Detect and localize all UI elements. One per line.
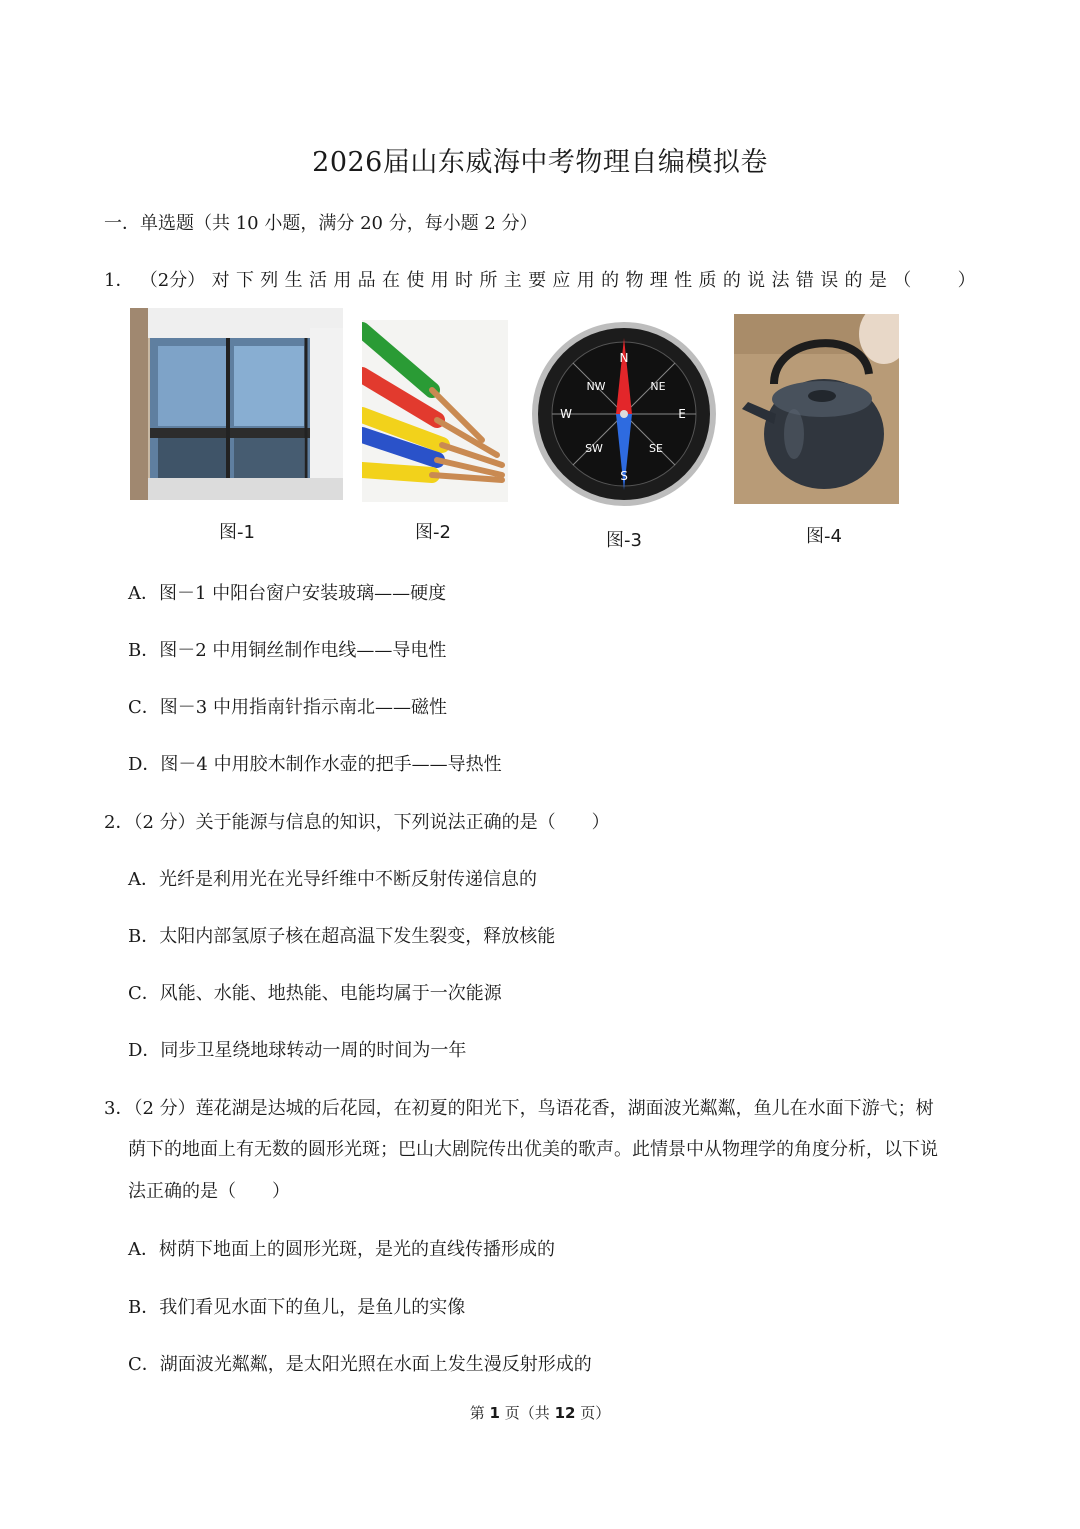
compass-label-sw: SW — [585, 442, 603, 455]
figure-1-caption: 图-1 — [219, 522, 255, 543]
q1-option-a: A．图－1 中阳台窗户安装玻璃——硬度 — [128, 583, 447, 604]
compass-label-e: E — [678, 407, 686, 421]
compass-label-n: N — [619, 351, 629, 365]
page-footer: 第 1 页（共 12 页） — [469, 1404, 611, 1422]
section-heading: 一．单选题（共 10 小题，满分 20 分，每小题 2 分） — [104, 213, 538, 234]
q2-option-a: A．光纤是利用光在光导纤维中不断反射传递信息的 — [128, 869, 537, 890]
question-3-stem-line-2: 荫下的地面上有无数的圆形光斑；巴山大剧院传出优美的歌声。此情景中从物理学的角度分析，以下说 — [128, 1139, 938, 1160]
q3-option-a: A．树荫下地面上的圆形光斑，是光的直线传播形成的 — [128, 1239, 555, 1260]
q1-option-c: C．图－3 中用指南针指示南北——磁性 — [128, 697, 447, 718]
question-2-stem: 2．（2 分）关于能源与信息的知识，下列说法正确的是（ ） — [104, 812, 610, 833]
figure-4-kettle-image — [734, 314, 899, 504]
figure-1-balcony-image — [130, 308, 343, 500]
q1-option-b: B．图－2 中用铜丝制作电线——导电性 — [128, 640, 447, 661]
exam-title: 2026届山东威海中考物理自编模拟卷 — [312, 147, 768, 178]
question-3-stem-line-1: 3．（2 分）莲花湖是达城的后花园，在初夏的阳光下，鸟语花香，湖面波光粼粼，鱼儿在水面下游弋；树 — [104, 1098, 934, 1119]
q2-option-b: B．太阳内部氢原子核在超高温下发生裂变，释放核能 — [128, 926, 556, 947]
q2-option-d: D．同步卫星绕地球转动一周的时间为一年 — [128, 1040, 467, 1061]
figure-3-compass-image — [530, 320, 718, 508]
q2-option-c: C．风能、水能、地热能、电能均属于一次能源 — [128, 983, 502, 1004]
total-page-number: 12 — [554, 1404, 576, 1422]
q1-option-d: D．图－4 中用胶木制作水壶的把手——导热性 — [128, 754, 502, 775]
q3-option-c: C．湖面波光粼粼，是太阳光照在水面上发生漫反射形成的 — [128, 1354, 592, 1375]
figure-2-wires-image — [362, 320, 508, 502]
question-3-stem-line-3: 法正确的是（ ） — [128, 1181, 290, 1202]
compass-label-se: SE — [649, 442, 663, 455]
compass-label-ne: NE — [650, 380, 666, 393]
figure-3-caption: 图-3 — [606, 530, 642, 551]
compass-label-s: S — [620, 469, 628, 483]
figure-2-caption: 图-2 — [415, 522, 451, 543]
question-1-stem: 1． （2分） 对 下 列 生 活 用 品 在 使 用 时 所 主 要 应 用 的 物 理 性 质 的 说 法 错 误 的 是 （ ） — [104, 266, 976, 292]
compass-label-nw: NW — [586, 380, 606, 393]
compass-label-w: W — [560, 407, 572, 421]
q3-option-b: B．我们看见水面下的鱼儿，是鱼儿的实像 — [128, 1297, 466, 1318]
current-page-number: 1 — [489, 1404, 500, 1422]
figure-4-caption: 图-4 — [806, 526, 842, 547]
q1-number: 1． — [104, 270, 134, 291]
